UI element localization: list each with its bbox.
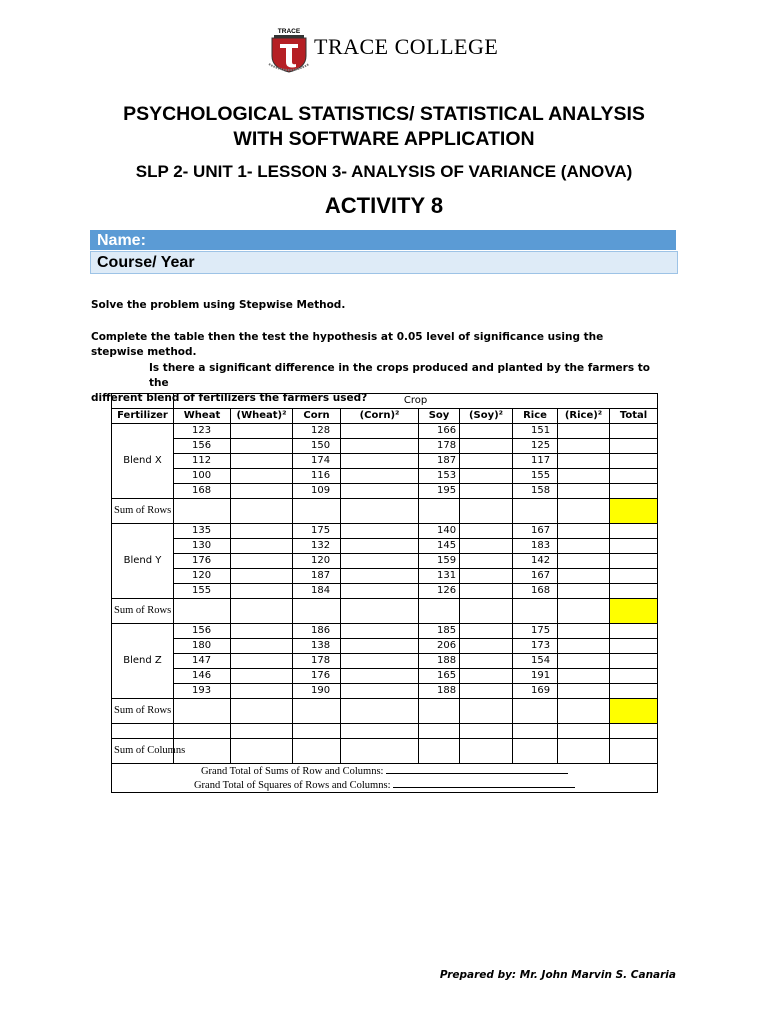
- corner-cell: [112, 394, 174, 409]
- empty-cell[interactable]: [558, 484, 610, 499]
- empty-cell[interactable]: [174, 724, 231, 739]
- empty-cell[interactable]: [558, 584, 610, 599]
- empty-cell[interactable]: [341, 454, 419, 469]
- empty-cell[interactable]: [341, 654, 419, 669]
- corn-value: 128: [293, 424, 341, 439]
- empty-cell[interactable]: [460, 539, 513, 554]
- rice-value: 117: [513, 454, 558, 469]
- soy-value: 131: [419, 569, 460, 584]
- empty-cell[interactable]: [341, 584, 419, 599]
- empty-cell[interactable]: [231, 599, 293, 624]
- soy-value: 126: [419, 584, 460, 599]
- empty-cell[interactable]: [231, 439, 293, 454]
- empty-cell[interactable]: [231, 454, 293, 469]
- soy-value: 153: [419, 469, 460, 484]
- question-line2: different blend of fertilizers the farmers used?: [91, 392, 368, 404]
- soy-value: 165: [419, 669, 460, 684]
- rice-value: 125: [513, 439, 558, 454]
- empty-cell[interactable]: [231, 739, 293, 764]
- soy-value: 187: [419, 454, 460, 469]
- wheat-value: 168: [174, 484, 231, 499]
- wheat-value: 155: [174, 584, 231, 599]
- empty-cell[interactable]: [558, 499, 610, 524]
- table-row: [112, 454, 658, 469]
- empty-cell[interactable]: [558, 424, 610, 439]
- empty-cell[interactable]: [610, 454, 658, 469]
- soy-value: 185: [419, 624, 460, 639]
- grand-total-cell: [112, 764, 658, 793]
- empty-cell[interactable]: [610, 584, 658, 599]
- empty-cell[interactable]: [610, 539, 658, 554]
- corn-value: 175: [293, 524, 341, 539]
- table-row: [112, 554, 658, 569]
- empty-cell[interactable]: [341, 699, 419, 724]
- empty-cell[interactable]: [341, 569, 419, 584]
- empty-cell[interactable]: [460, 554, 513, 569]
- empty-cell[interactable]: [460, 524, 513, 539]
- empty-cell[interactable]: [341, 739, 419, 764]
- wheat-value: 135: [174, 524, 231, 539]
- soy-value: 188: [419, 684, 460, 699]
- rice-value: 154: [513, 654, 558, 669]
- wheat-value: 176: [174, 554, 231, 569]
- empty-cell[interactable]: [513, 599, 558, 624]
- empty-cell[interactable]: [513, 699, 558, 724]
- col-rice-squared: (Rice)²: [558, 409, 610, 424]
- rice-value: 168: [513, 584, 558, 599]
- empty-cell[interactable]: [341, 724, 419, 739]
- empty-cell[interactable]: [513, 499, 558, 524]
- wheat-value: 156: [174, 439, 231, 454]
- empty-cell[interactable]: [610, 469, 658, 484]
- col-corn-squared: (Corn)²: [341, 409, 419, 424]
- empty-cell[interactable]: [419, 724, 460, 739]
- wheat-value: 146: [174, 669, 231, 684]
- course-title-line1: PSYCHOLOGICAL STATISTICS/ STATISTICAL ANALYSIS: [123, 103, 645, 125]
- empty-cell[interactable]: [558, 699, 610, 724]
- empty-cell[interactable]: [558, 599, 610, 624]
- soy-value: 166: [419, 424, 460, 439]
- rice-value: 167: [513, 569, 558, 584]
- empty-cell[interactable]: [513, 724, 558, 739]
- fertilizer-label: Blend Y: [112, 524, 174, 599]
- empty-cell[interactable]: [231, 524, 293, 539]
- empty-cell[interactable]: [460, 699, 513, 724]
- empty-cell[interactable]: [231, 424, 293, 439]
- empty-cell[interactable]: [610, 554, 658, 569]
- empty-cell[interactable]: [341, 439, 419, 454]
- empty-cell[interactable]: [460, 739, 513, 764]
- trace-seal-icon: [266, 26, 312, 74]
- corn-value: 186: [293, 624, 341, 639]
- rice-value: 155: [513, 469, 558, 484]
- wheat-value: 123: [174, 424, 231, 439]
- empty-cell[interactable]: [460, 454, 513, 469]
- col-wheat-squared: (Wheat)²: [231, 409, 293, 424]
- highlighted-total-cell[interactable]: [610, 699, 658, 724]
- empty-cell[interactable]: [610, 684, 658, 699]
- empty-cell[interactable]: [558, 639, 610, 654]
- empty-cell[interactable]: [293, 739, 341, 764]
- empty-cell[interactable]: [610, 439, 658, 454]
- table-row: [112, 484, 658, 499]
- name-field[interactable]: Name:: [90, 230, 676, 250]
- empty-cell[interactable]: [231, 684, 293, 699]
- empty-cell[interactable]: [341, 554, 419, 569]
- college-logo: [266, 26, 536, 76]
- grand-total-squares-blank[interactable]: [393, 778, 575, 788]
- prepared-by: Prepared by: Mr. John Marvin S. Canaria: [439, 969, 676, 981]
- empty-cell[interactable]: [341, 499, 419, 524]
- empty-cell[interactable]: [112, 724, 174, 739]
- soy-value: 195: [419, 484, 460, 499]
- corn-value: 116: [293, 469, 341, 484]
- empty-cell[interactable]: [231, 569, 293, 584]
- empty-cell[interactable]: [293, 499, 341, 524]
- sum-of-rows-label: Sum of Rows: [112, 699, 174, 724]
- empty-cell[interactable]: [558, 569, 610, 584]
- wheat-value: 130: [174, 539, 231, 554]
- wheat-value: 193: [174, 684, 231, 699]
- col-fertilizer: Fertilizer: [112, 409, 174, 424]
- empty-cell[interactable]: [558, 669, 610, 684]
- wheat-value: 180: [174, 639, 231, 654]
- soy-value: 188: [419, 654, 460, 669]
- rice-value: 151: [513, 424, 558, 439]
- empty-cell[interactable]: [174, 699, 231, 724]
- empty-cell[interactable]: [558, 654, 610, 669]
- rice-value: 167: [513, 524, 558, 539]
- grand-total-squares: [114, 778, 655, 792]
- empty-cell[interactable]: [419, 739, 460, 764]
- empty-cell[interactable]: [610, 624, 658, 639]
- fertilizer-label: Blend Z: [112, 624, 174, 699]
- sum-of-rows-row: [112, 699, 658, 724]
- rice-value: 158: [513, 484, 558, 499]
- grand-total-squares-label: Grand Total of Squares of Rows and Columns:: [193, 780, 391, 791]
- empty-cell[interactable]: [460, 584, 513, 599]
- empty-cell[interactable]: [419, 699, 460, 724]
- empty-cell[interactable]: [460, 499, 513, 524]
- empty-cell[interactable]: [174, 599, 231, 624]
- wheat-value: 156: [174, 624, 231, 639]
- empty-cell[interactable]: [558, 724, 610, 739]
- table-row: [112, 669, 658, 684]
- course-year-field[interactable]: Course/ Year: [90, 251, 678, 274]
- corn-value: 132: [293, 539, 341, 554]
- empty-cell[interactable]: [231, 469, 293, 484]
- lesson-subtitle: SLP 2- UNIT 1- LESSON 3- ANALYSIS OF VARIANCE (ANOVA): [135, 162, 633, 181]
- empty-cell[interactable]: [231, 584, 293, 599]
- rice-value: 173: [513, 639, 558, 654]
- empty-cell[interactable]: [293, 699, 341, 724]
- empty-cell[interactable]: [231, 499, 293, 524]
- empty-cell[interactable]: [460, 599, 513, 624]
- empty-cell[interactable]: [341, 599, 419, 624]
- empty-cell[interactable]: [419, 599, 460, 624]
- column-header-row: [112, 409, 658, 424]
- activity-title: ACTIVITY 8: [324, 193, 444, 218]
- college-name: TRACE COLLEGE: [314, 34, 499, 59]
- table-row: [112, 524, 658, 539]
- empty-cell[interactable]: [610, 669, 658, 684]
- rice-value: 183: [513, 539, 558, 554]
- table-row: [112, 639, 658, 654]
- empty-cell[interactable]: [610, 569, 658, 584]
- empty-cell[interactable]: [341, 469, 419, 484]
- soy-value: 159: [419, 554, 460, 569]
- grand-total-sums: [114, 764, 655, 778]
- empty-cell[interactable]: [460, 424, 513, 439]
- empty-cell[interactable]: [460, 569, 513, 584]
- grand-total-sums-label: Grand Total of Sums of Row and Columns:: [200, 766, 384, 777]
- empty-cell[interactable]: [610, 739, 658, 764]
- empty-cell[interactable]: [610, 639, 658, 654]
- course-title-line2: WITH SOFTWARE APPLICATION: [233, 128, 535, 150]
- sum-of-rows-label: Sum of Rows: [112, 599, 174, 624]
- empty-cell[interactable]: [460, 439, 513, 454]
- empty-cell[interactable]: [610, 424, 658, 439]
- soy-value: 140: [419, 524, 460, 539]
- empty-cell[interactable]: [341, 484, 419, 499]
- empty-cell[interactable]: [610, 724, 658, 739]
- empty-cell[interactable]: [460, 669, 513, 684]
- empty-cell[interactable]: [293, 724, 341, 739]
- question-line1: Is there a significant difference in the crops produced and planted by the farmers to the: [149, 362, 650, 389]
- highlighted-total-cell[interactable]: [610, 599, 658, 624]
- corn-value: 138: [293, 639, 341, 654]
- corn-value: 184: [293, 584, 341, 599]
- blank-row: [112, 724, 658, 739]
- rice-value: 175: [513, 624, 558, 639]
- col-corn: Corn: [293, 409, 341, 424]
- empty-cell[interactable]: [231, 724, 293, 739]
- empty-cell[interactable]: [460, 724, 513, 739]
- sum-of-rows-row: [112, 599, 658, 624]
- logo-emblem-text: TRACE: [277, 28, 301, 35]
- soy-value: 178: [419, 439, 460, 454]
- empty-cell[interactable]: [231, 554, 293, 569]
- empty-cell[interactable]: [341, 639, 419, 654]
- corn-value: 187: [293, 569, 341, 584]
- empty-cell[interactable]: [231, 539, 293, 554]
- table-row: [112, 624, 658, 639]
- empty-cell[interactable]: [460, 469, 513, 484]
- empty-cell[interactable]: [460, 639, 513, 654]
- empty-cell[interactable]: [460, 684, 513, 699]
- col-total: Total: [610, 409, 658, 424]
- soy-value: 145: [419, 539, 460, 554]
- col-soy: Soy: [419, 409, 460, 424]
- wheat-value: 120: [174, 569, 231, 584]
- empty-cell[interactable]: [610, 484, 658, 499]
- soy-value: 206: [419, 639, 460, 654]
- sum-of-columns-label: Sum of Columns: [112, 739, 174, 764]
- grand-total-row: [112, 764, 658, 793]
- empty-cell[interactable]: [341, 624, 419, 639]
- corn-value: 109: [293, 484, 341, 499]
- empty-cell[interactable]: [231, 484, 293, 499]
- crop-header: Crop: [174, 394, 658, 409]
- corn-value: 176: [293, 669, 341, 684]
- empty-cell[interactable]: [558, 439, 610, 454]
- empty-cell[interactable]: [558, 539, 610, 554]
- empty-cell[interactable]: [610, 524, 658, 539]
- empty-cell[interactable]: [419, 499, 460, 524]
- col-rice: Rice: [513, 409, 558, 424]
- sum-of-rows-label: Sum of Rows: [112, 499, 174, 524]
- fertilizer-label: Blend X: [112, 424, 174, 499]
- corn-value: 190: [293, 684, 341, 699]
- instruction-complete-table: Complete the table then the test the hypothesis at 0.05 level of significance using the stepwise method.: [91, 331, 604, 358]
- table-row: [112, 654, 658, 669]
- empty-cell[interactable]: [460, 484, 513, 499]
- table-row: [112, 584, 658, 599]
- sum-of-rows-row: [112, 499, 658, 524]
- empty-cell[interactable]: [558, 469, 610, 484]
- empty-cell[interactable]: [558, 739, 610, 764]
- empty-cell[interactable]: [610, 654, 658, 669]
- empty-cell[interactable]: [341, 424, 419, 439]
- empty-cell[interactable]: [558, 554, 610, 569]
- table-row: [112, 684, 658, 699]
- course-title: [0, 102, 768, 152]
- crop-data-table: [111, 393, 658, 793]
- table-row: [112, 539, 658, 554]
- empty-cell[interactable]: [174, 499, 231, 524]
- empty-cell[interactable]: [341, 669, 419, 684]
- table-row: [112, 424, 658, 439]
- rice-value: 191: [513, 669, 558, 684]
- empty-cell[interactable]: [460, 624, 513, 639]
- empty-cell[interactable]: [558, 454, 610, 469]
- empty-cell[interactable]: [558, 524, 610, 539]
- empty-cell[interactable]: [341, 524, 419, 539]
- empty-cell[interactable]: [513, 739, 558, 764]
- table-row: [112, 469, 658, 484]
- grand-total-sums-blank[interactable]: [386, 764, 568, 774]
- wheat-value: 147: [174, 654, 231, 669]
- empty-cell[interactable]: [558, 624, 610, 639]
- wheat-value: 112: [174, 454, 231, 469]
- empty-cell[interactable]: [231, 654, 293, 669]
- rice-value: 169: [513, 684, 558, 699]
- col-soy-squared: (Soy)²: [460, 409, 513, 424]
- table-row: [112, 569, 658, 584]
- empty-cell[interactable]: [341, 684, 419, 699]
- corn-value: 174: [293, 454, 341, 469]
- empty-cell[interactable]: [460, 654, 513, 669]
- corn-value: 178: [293, 654, 341, 669]
- wheat-value: 100: [174, 469, 231, 484]
- crop-header-row: [112, 394, 658, 409]
- instruction-stepwise: Solve the problem using Stepwise Method.: [91, 299, 346, 311]
- rice-value: 142: [513, 554, 558, 569]
- corn-value: 150: [293, 439, 341, 454]
- highlighted-total-cell[interactable]: [610, 499, 658, 524]
- sum-of-columns-row: [112, 739, 658, 764]
- empty-cell[interactable]: [341, 539, 419, 554]
- col-wheat: Wheat: [174, 409, 231, 424]
- empty-cell[interactable]: [231, 669, 293, 684]
- corn-value: 120: [293, 554, 341, 569]
- table-row: [112, 439, 658, 454]
- empty-cell[interactable]: [231, 699, 293, 724]
- empty-cell[interactable]: [293, 599, 341, 624]
- empty-cell[interactable]: [231, 624, 293, 639]
- empty-cell[interactable]: [558, 684, 610, 699]
- empty-cell[interactable]: [231, 639, 293, 654]
